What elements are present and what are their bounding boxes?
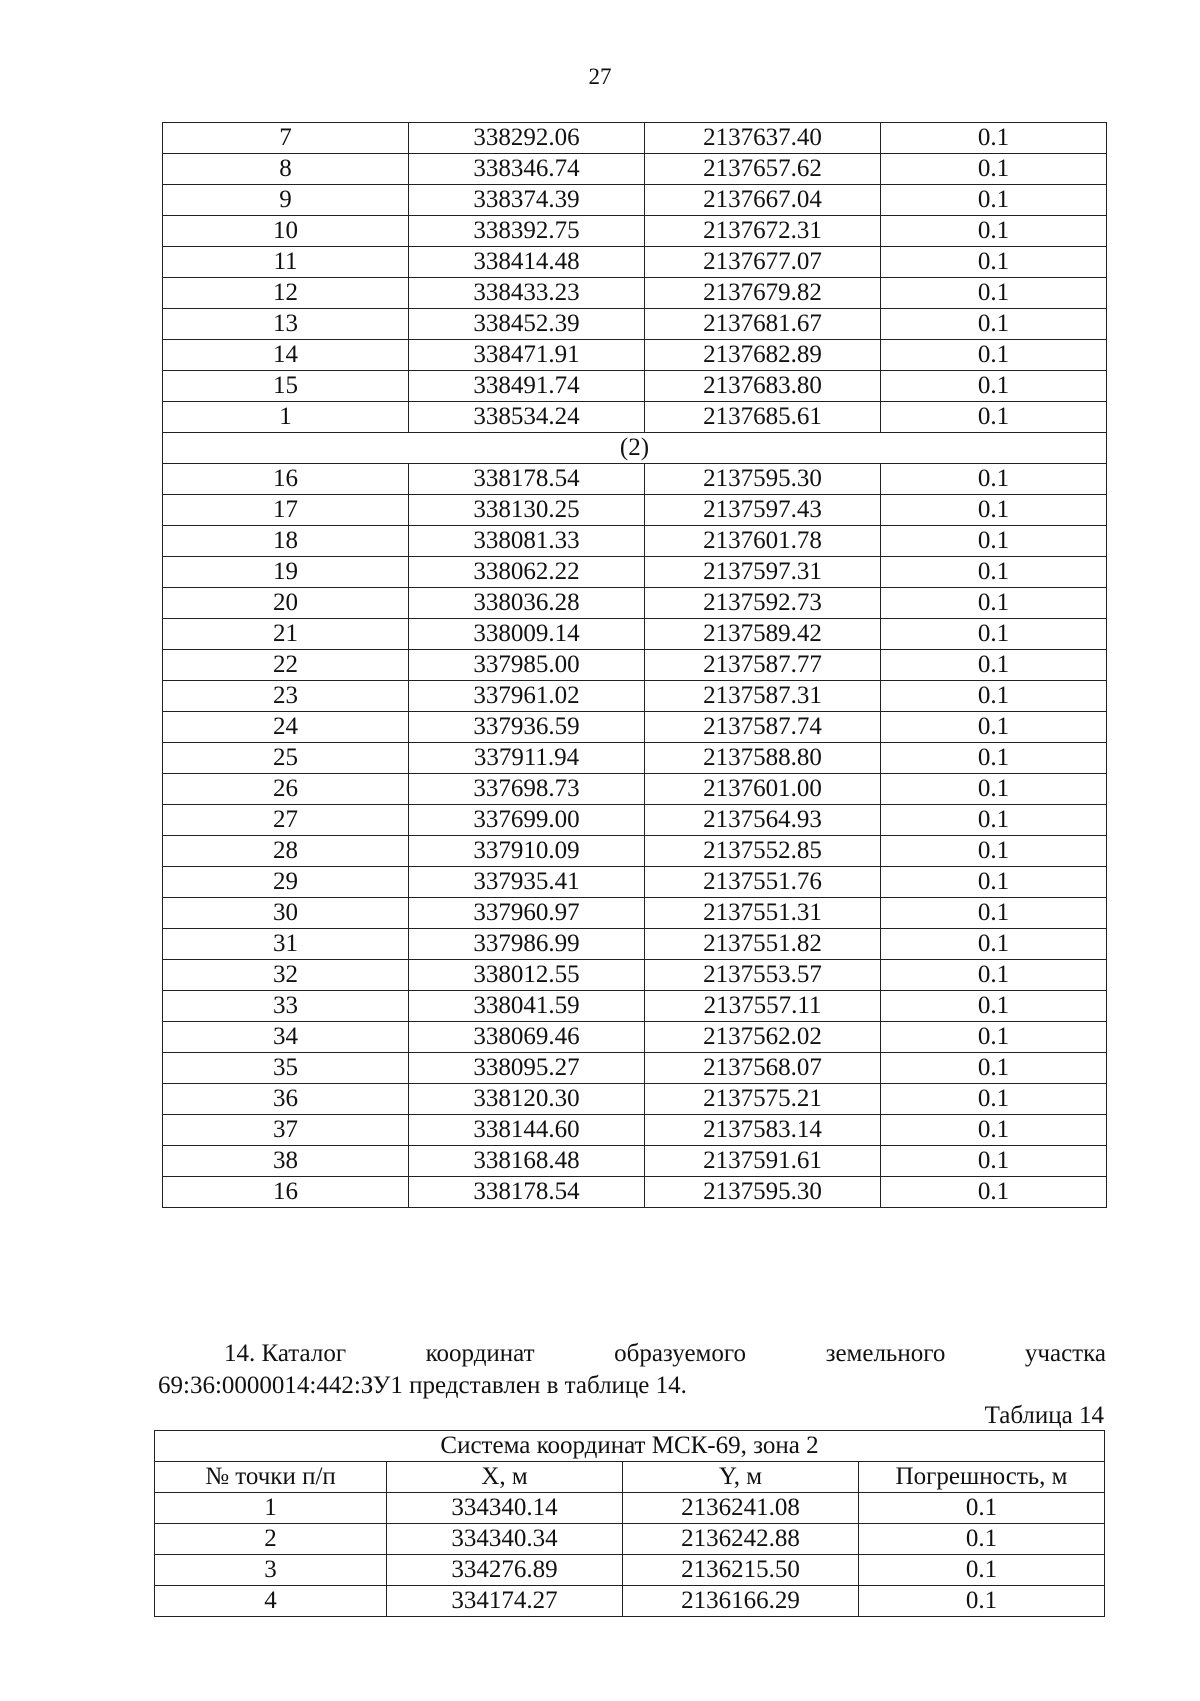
- point-number-cell: 16: [163, 464, 409, 495]
- error-cell: 0.1: [881, 340, 1107, 371]
- y-coordinate-cell: 2137667.04: [645, 185, 881, 216]
- y-coordinate-cell: 2137583.14: [645, 1115, 881, 1146]
- x-coordinate-cell: 334276.89: [387, 1555, 623, 1586]
- y-coordinate-cell: 2137588.80: [645, 743, 881, 774]
- table-row: [163, 340, 1107, 371]
- y-coordinate-cell: 2137595.30: [645, 464, 881, 495]
- point-number-cell: 18: [163, 526, 409, 557]
- x-coordinate-cell: 338041.59: [409, 991, 645, 1022]
- point-number-cell: 38: [163, 1146, 409, 1177]
- point-number-cell: 35: [163, 1053, 409, 1084]
- y-coordinate-cell: 2137597.31: [645, 557, 881, 588]
- y-coordinate-cell: 2137679.82: [645, 278, 881, 309]
- header-y: Y, м: [623, 1462, 859, 1493]
- point-number-cell: 26: [163, 774, 409, 805]
- error-cell: 0.1: [881, 278, 1107, 309]
- point-number-cell: 28: [163, 836, 409, 867]
- x-coordinate-cell: 337961.02: [409, 681, 645, 712]
- x-coordinate-cell: 338452.39: [409, 309, 645, 340]
- point-number-cell: 1: [155, 1493, 387, 1524]
- table-row: [163, 681, 1107, 712]
- x-coordinate-cell: 338471.91: [409, 340, 645, 371]
- table-row: [163, 123, 1107, 154]
- point-number-cell: 29: [163, 867, 409, 898]
- x-coordinate-cell: 338130.25: [409, 495, 645, 526]
- y-coordinate-cell: 2137672.31: [645, 216, 881, 247]
- error-cell: 0.1: [881, 371, 1107, 402]
- page-number: 27: [588, 64, 612, 89]
- y-coordinate-cell: 2137551.31: [645, 898, 881, 929]
- x-coordinate-cell: 338534.24: [409, 402, 645, 433]
- x-coordinate-cell: 337911.94: [409, 743, 645, 774]
- table-row: [163, 464, 1107, 495]
- table-system-row: [155, 1431, 1105, 1462]
- point-number-cell: 12: [163, 278, 409, 309]
- table-row: [163, 154, 1107, 185]
- y-coordinate-cell: 2137587.74: [645, 712, 881, 743]
- error-cell: 0.1: [881, 557, 1107, 588]
- error-cell: 0.1: [881, 805, 1107, 836]
- table-caption: Таблица 14: [984, 1402, 1104, 1429]
- table-row: [163, 557, 1107, 588]
- x-coordinate-cell: 337985.00: [409, 650, 645, 681]
- error-cell: 0.1: [881, 247, 1107, 278]
- error-cell: 0.1: [881, 960, 1107, 991]
- x-coordinate-cell: 334340.34: [387, 1524, 623, 1555]
- point-number-cell: 4: [155, 1586, 387, 1617]
- table-row: [163, 185, 1107, 216]
- coordinates-table-14: [154, 1430, 1105, 1617]
- y-coordinate-cell: 2136242.88: [623, 1524, 859, 1555]
- table-row: [163, 526, 1107, 557]
- table-row: [163, 619, 1107, 650]
- error-cell: 0.1: [859, 1555, 1105, 1586]
- table-row: [163, 929, 1107, 960]
- x-coordinate-cell: 337960.97: [409, 898, 645, 929]
- catalog-paragraph: [158, 1338, 1106, 1402]
- table-row: [163, 712, 1107, 743]
- table-row: [163, 495, 1107, 526]
- y-coordinate-cell: 2137601.00: [645, 774, 881, 805]
- point-number-cell: 7: [163, 123, 409, 154]
- x-coordinate-cell: 338069.46: [409, 1022, 645, 1053]
- x-coordinate-cell: 337698.73: [409, 774, 645, 805]
- point-number-cell: 25: [163, 743, 409, 774]
- error-cell: 0.1: [859, 1493, 1105, 1524]
- coordinate-system-label: Система координат МСК-69, зона 2: [155, 1431, 1105, 1462]
- error-cell: 0.1: [881, 867, 1107, 898]
- point-number-cell: 37: [163, 1115, 409, 1146]
- y-coordinate-cell: 2137595.30: [645, 1177, 881, 1208]
- y-coordinate-cell: 2137637.40: [645, 123, 881, 154]
- x-coordinate-cell: 338095.27: [409, 1053, 645, 1084]
- error-cell: 0.1: [881, 712, 1107, 743]
- x-coordinate-cell: 337986.99: [409, 929, 645, 960]
- x-coordinate-cell: 338036.28: [409, 588, 645, 619]
- x-coordinate-cell: 338392.75: [409, 216, 645, 247]
- point-number-cell: 3: [155, 1555, 387, 1586]
- point-number-cell: 32: [163, 960, 409, 991]
- table-row: [163, 774, 1107, 805]
- error-cell: 0.1: [881, 495, 1107, 526]
- error-cell: 0.1: [881, 991, 1107, 1022]
- y-coordinate-cell: 2137552.85: [645, 836, 881, 867]
- table-row: [163, 247, 1107, 278]
- error-cell: 0.1: [881, 836, 1107, 867]
- paragraph-word: 14. Каталог: [224, 1340, 347, 1367]
- point-number-cell: 34: [163, 1022, 409, 1053]
- table-row: [163, 1146, 1107, 1177]
- point-number-cell: 19: [163, 557, 409, 588]
- table-row: [163, 991, 1107, 1022]
- x-coordinate-cell: 338178.54: [409, 464, 645, 495]
- table-row: [163, 278, 1107, 309]
- table-row: [155, 1493, 1105, 1524]
- table-row: [163, 898, 1107, 929]
- point-number-cell: 21: [163, 619, 409, 650]
- table-row: [163, 867, 1107, 898]
- table-row: [163, 805, 1107, 836]
- y-coordinate-cell: 2136241.08: [623, 1493, 859, 1524]
- error-cell: 0.1: [881, 898, 1107, 929]
- table-row: [155, 1524, 1105, 1555]
- point-number-cell: 9: [163, 185, 409, 216]
- x-coordinate-cell: 334174.27: [387, 1586, 623, 1617]
- table-row: [163, 836, 1107, 867]
- error-cell: 0.1: [881, 1084, 1107, 1115]
- x-coordinate-cell: 338081.33: [409, 526, 645, 557]
- y-coordinate-cell: 2137592.73: [645, 588, 881, 619]
- x-coordinate-cell: 338144.60: [409, 1115, 645, 1146]
- point-number-cell: 11: [163, 247, 409, 278]
- table-row: [163, 371, 1107, 402]
- y-coordinate-cell: 2137681.67: [645, 309, 881, 340]
- x-coordinate-cell: 337910.09: [409, 836, 645, 867]
- point-number-cell: 1: [163, 402, 409, 433]
- y-coordinate-cell: 2137657.62: [645, 154, 881, 185]
- paragraph-line-1: [158, 1338, 1106, 1370]
- table-row: [163, 1084, 1107, 1115]
- error-cell: 0.1: [881, 402, 1107, 433]
- y-coordinate-cell: 2137557.11: [645, 991, 881, 1022]
- point-number-cell: 17: [163, 495, 409, 526]
- paragraph-word: земельного: [825, 1340, 946, 1367]
- x-coordinate-cell: 338178.54: [409, 1177, 645, 1208]
- section-label: (2): [163, 433, 1107, 464]
- error-cell: 0.1: [859, 1524, 1105, 1555]
- x-coordinate-cell: 338062.22: [409, 557, 645, 588]
- point-number-cell: 2: [155, 1524, 387, 1555]
- y-coordinate-cell: 2137587.77: [645, 650, 881, 681]
- header-error: Погрешность, м: [859, 1462, 1105, 1493]
- table-row: [163, 650, 1107, 681]
- error-cell: 0.1: [881, 154, 1107, 185]
- y-coordinate-cell: 2137551.76: [645, 867, 881, 898]
- header-x: X, м: [387, 1462, 623, 1493]
- paragraph-word: образуемого: [614, 1340, 746, 1367]
- x-coordinate-cell: 337699.00: [409, 805, 645, 836]
- x-coordinate-cell: 338433.23: [409, 278, 645, 309]
- error-cell: 0.1: [881, 1053, 1107, 1084]
- point-number-cell: 13: [163, 309, 409, 340]
- error-cell: 0.1: [881, 185, 1107, 216]
- y-coordinate-cell: 2137575.21: [645, 1084, 881, 1115]
- point-number-cell: 10: [163, 216, 409, 247]
- y-coordinate-cell: 2136166.29: [623, 1586, 859, 1617]
- error-cell: 0.1: [881, 588, 1107, 619]
- y-coordinate-cell: 2137553.57: [645, 960, 881, 991]
- x-coordinate-cell: 338009.14: [409, 619, 645, 650]
- y-coordinate-cell: 2137562.02: [645, 1022, 881, 1053]
- table-row: [163, 1022, 1107, 1053]
- table-row: [163, 216, 1107, 247]
- point-number-cell: 20: [163, 588, 409, 619]
- table-row: [163, 743, 1107, 774]
- coordinates-table-continued: [162, 122, 1107, 1208]
- y-coordinate-cell: 2137683.80: [645, 371, 881, 402]
- point-number-cell: 27: [163, 805, 409, 836]
- error-cell: 0.1: [859, 1586, 1105, 1617]
- y-coordinate-cell: 2137601.78: [645, 526, 881, 557]
- y-coordinate-cell: 2137589.42: [645, 619, 881, 650]
- x-coordinate-cell: 337936.59: [409, 712, 645, 743]
- error-cell: 0.1: [881, 1146, 1107, 1177]
- x-coordinate-cell: 334340.14: [387, 1493, 623, 1524]
- x-coordinate-cell: 338374.39: [409, 185, 645, 216]
- point-number-cell: 14: [163, 340, 409, 371]
- x-coordinate-cell: 338168.48: [409, 1146, 645, 1177]
- error-cell: 0.1: [881, 526, 1107, 557]
- x-coordinate-cell: 337935.41: [409, 867, 645, 898]
- header-point-number: № точки п/п: [155, 1462, 387, 1493]
- y-coordinate-cell: 2137591.61: [645, 1146, 881, 1177]
- table-row: [163, 1053, 1107, 1084]
- point-number-cell: 22: [163, 650, 409, 681]
- error-cell: 0.1: [881, 774, 1107, 805]
- x-coordinate-cell: 338491.74: [409, 371, 645, 402]
- y-coordinate-cell: 2137568.07: [645, 1053, 881, 1084]
- error-cell: 0.1: [881, 464, 1107, 495]
- point-number-cell: 33: [163, 991, 409, 1022]
- error-cell: 0.1: [881, 929, 1107, 960]
- x-coordinate-cell: 338414.48: [409, 247, 645, 278]
- error-cell: 0.1: [881, 650, 1107, 681]
- paragraph-word: координат: [425, 1340, 535, 1367]
- error-cell: 0.1: [881, 309, 1107, 340]
- table-row: [163, 1177, 1107, 1208]
- point-number-cell: 30: [163, 898, 409, 929]
- y-coordinate-cell: 2137564.93: [645, 805, 881, 836]
- table-row: [163, 588, 1107, 619]
- error-cell: 0.1: [881, 123, 1107, 154]
- y-coordinate-cell: 2137551.82: [645, 929, 881, 960]
- point-number-cell: 15: [163, 371, 409, 402]
- table-header-row: [155, 1462, 1105, 1493]
- table-row: [163, 960, 1107, 991]
- x-coordinate-cell: 338012.55: [409, 960, 645, 991]
- error-cell: 0.1: [881, 1022, 1107, 1053]
- point-number-cell: 23: [163, 681, 409, 712]
- error-cell: 0.1: [881, 681, 1107, 712]
- section-row: [163, 433, 1107, 464]
- y-coordinate-cell: 2137685.61: [645, 402, 881, 433]
- y-coordinate-cell: 2137677.07: [645, 247, 881, 278]
- x-coordinate-cell: 338292.06: [409, 123, 645, 154]
- y-coordinate-cell: 2137587.31: [645, 681, 881, 712]
- table-row: [163, 1115, 1107, 1146]
- table-row: [155, 1555, 1105, 1586]
- point-number-cell: 31: [163, 929, 409, 960]
- point-number-cell: 36: [163, 1084, 409, 1115]
- paragraph-word: участка: [1024, 1340, 1106, 1367]
- y-coordinate-cell: 2137597.43: [645, 495, 881, 526]
- table-row: [155, 1586, 1105, 1617]
- error-cell: 0.1: [881, 1115, 1107, 1146]
- error-cell: 0.1: [881, 216, 1107, 247]
- point-number-cell: 8: [163, 154, 409, 185]
- error-cell: 0.1: [881, 743, 1107, 774]
- paragraph-line-2: 69:36:0000014:442:ЗУ1 представлен в таблице 14.: [158, 1372, 687, 1399]
- error-cell: 0.1: [881, 619, 1107, 650]
- point-number-cell: 24: [163, 712, 409, 743]
- y-coordinate-cell: 2136215.50: [623, 1555, 859, 1586]
- y-coordinate-cell: 2137682.89: [645, 340, 881, 371]
- x-coordinate-cell: 338120.30: [409, 1084, 645, 1115]
- x-coordinate-cell: 338346.74: [409, 154, 645, 185]
- table-row: [163, 402, 1107, 433]
- point-number-cell: 16: [163, 1177, 409, 1208]
- table-row: [163, 309, 1107, 340]
- error-cell: 0.1: [881, 1177, 1107, 1208]
